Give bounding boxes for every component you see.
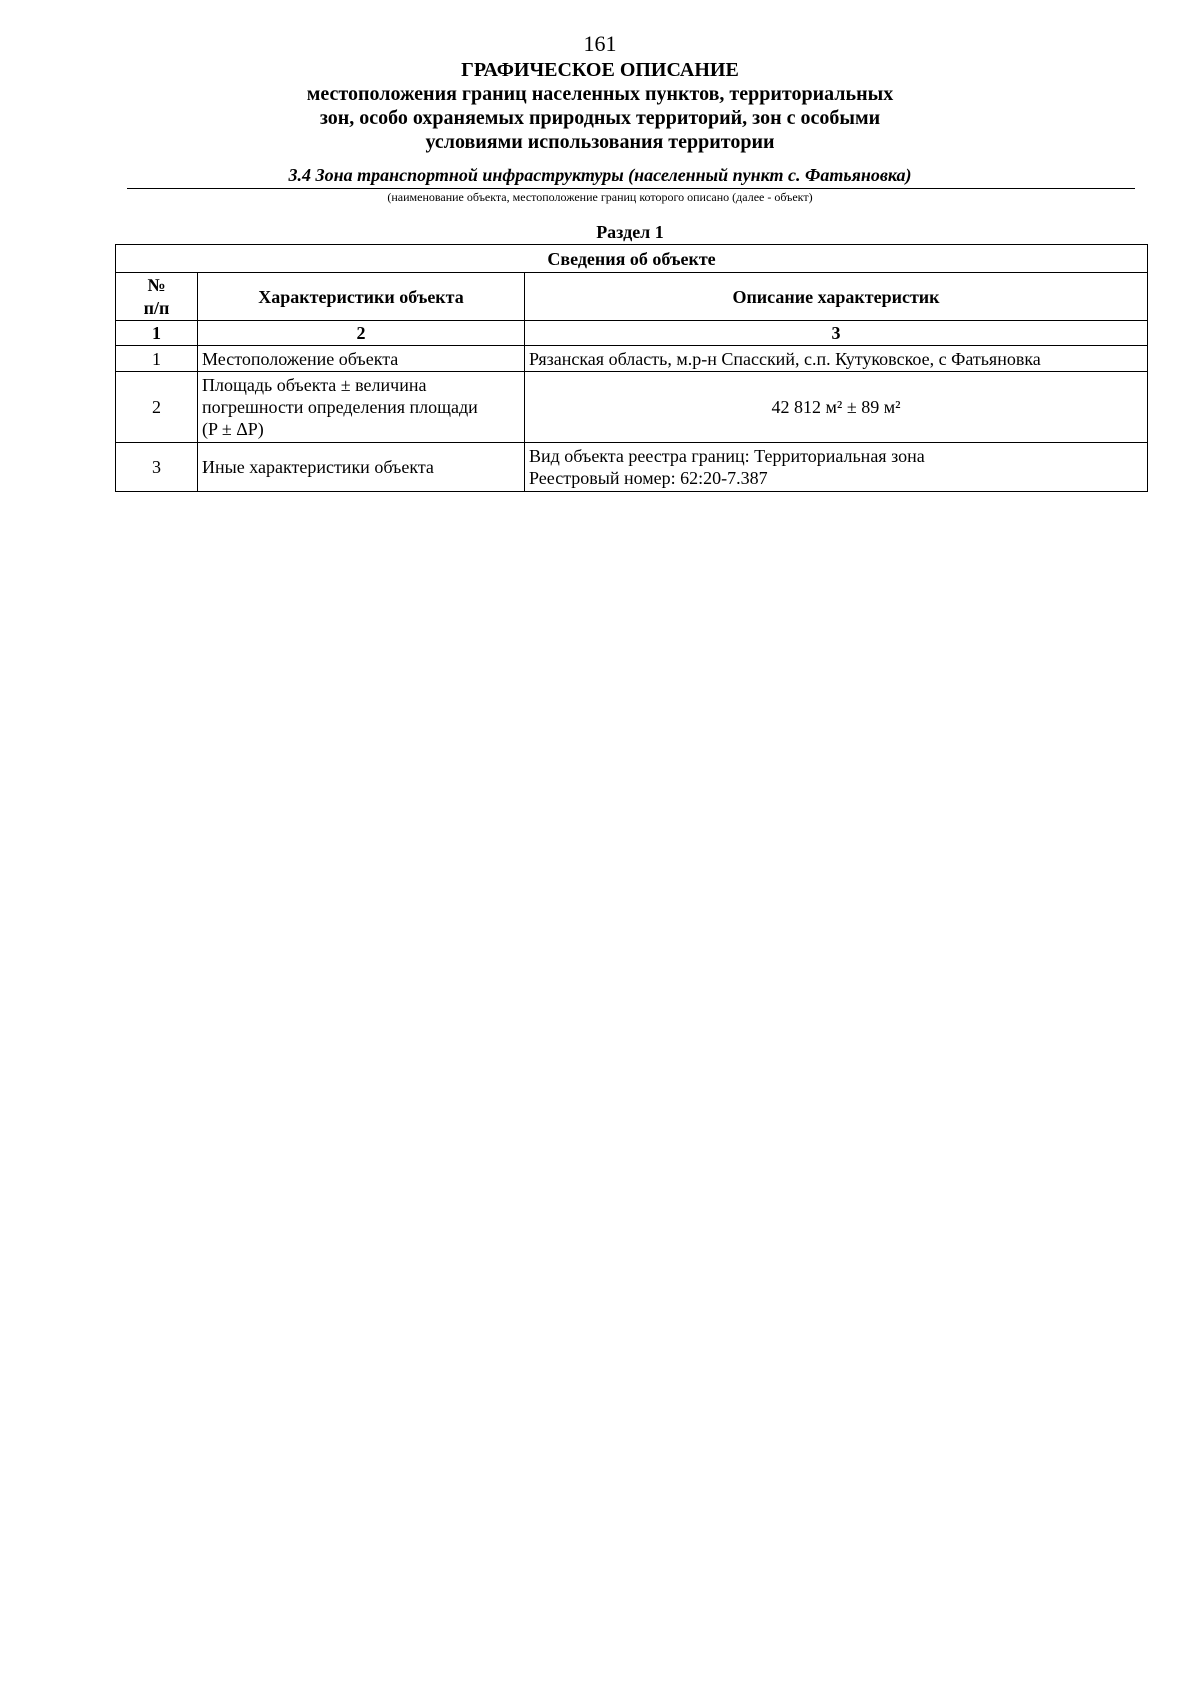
row-description (525, 346, 1148, 372)
heading-subtitle-line: местоположения границ населенных пунктов, территориальных (306, 83, 894, 105)
column-number: 3 (525, 321, 1148, 346)
row-number: 3 (116, 443, 198, 492)
table-index-row (116, 321, 1148, 346)
header-number (116, 273, 198, 321)
heading-title: ГРАФИЧЕСКОЕ ОПИСАНИЕ (461, 59, 739, 81)
row-characteristic (198, 372, 525, 443)
characteristic-line: Иные характеристики объекта (202, 457, 434, 477)
object-caption: (наименование объекта, местоположение границ которого описано (далее - объект) (387, 190, 813, 204)
row-number: 1 (116, 346, 198, 372)
column-number: 1 (116, 321, 198, 346)
column-number: 2 (198, 321, 525, 346)
document-heading (0, 58, 1200, 154)
object-underline (127, 188, 1135, 189)
characteristic-line: Площадь объекта ± величина (202, 375, 427, 395)
header-number-line: № (147, 274, 166, 295)
table-row (116, 443, 1148, 492)
header-characteristics: Характеристики объекта (198, 273, 525, 321)
description-line: Вид объекта реестра границ: Территориальная зона (529, 446, 925, 466)
description-line: Реестровый номер: 62:20-7.387 (529, 468, 768, 488)
row-characteristic (198, 443, 525, 492)
table-row (116, 372, 1148, 443)
heading-subtitle-line: условиями использования территории (425, 131, 775, 153)
table-caption-row (116, 245, 1148, 273)
header-number-line: п/п (143, 297, 170, 318)
header-description: Описание характеристик (525, 273, 1148, 321)
row-description (525, 443, 1148, 492)
table-row (116, 346, 1148, 372)
row-number: 2 (116, 372, 198, 443)
characteristic-line: погрешности определения площади (202, 397, 478, 417)
row-characteristic (198, 346, 525, 372)
object-name: 3.4 Зона транспортной инфраструктуры (населенный пункт с. Фатьяновка) (288, 165, 912, 185)
heading-subtitle-line: зон, особо охраняемых природных территорий, зон с особыми (319, 107, 881, 129)
section-title: Раздел 1 (596, 222, 664, 242)
characteristic-line: Местоположение объекта (202, 348, 399, 369)
description-line: Рязанская область, м.р-н Спасский, с.п. Кутуковское, с Фатьяновка (529, 348, 1041, 369)
table-caption: Сведения об объекте (116, 245, 1148, 273)
object-info-table (115, 244, 1148, 492)
characteristic-line: (P ± ΔP) (202, 419, 264, 439)
description-line: 42 812 м² ± 89 м² (771, 397, 901, 417)
page-number: 161 (583, 31, 617, 56)
table-header-row (116, 273, 1148, 321)
row-description (525, 372, 1148, 443)
